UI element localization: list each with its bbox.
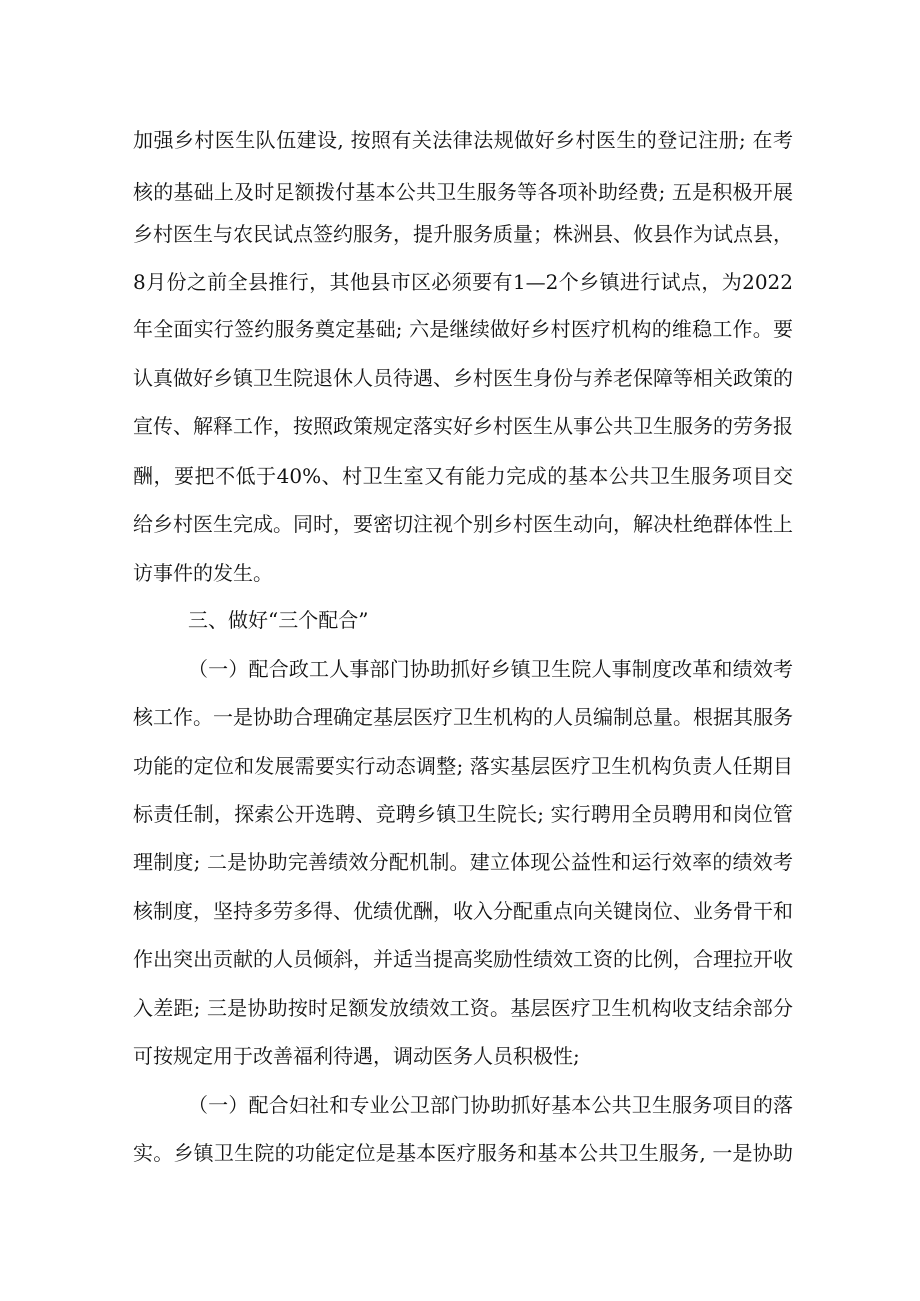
paragraph-line: 核制度，坚持多劳多得、优绩优酬，收入分配重点向关键岗位、业务骨干和 [133,899,793,923]
paragraph-first-line: （一）配合政工人事部门协助抓好乡镇卫生院人事制度改革和绩效考 [188,657,793,681]
paragraph-line: 功能的定位和发展需要实行动态调整; 落实基层医疗卫生机构负责人任期目 [133,754,793,778]
paragraph-line: 认真做好乡镇卫生院退休人员待遇、乡村医生身份与养老保障等相关政策的 [133,366,793,390]
paragraph-line: 酬，要把不低于40%、村卫生室又有能力完成的基本公共卫生服务项目交 [133,464,793,488]
section-heading: 三、做好“三个配合” [188,608,369,632]
paragraph-line: 标责任制，探索公开选聘、竞聘乡镇卫生院长; 实行聘用全员聘用和岗位管 [133,802,793,826]
paragraph-line: 8月份之前全县推行，其他县市区必须要有1—2个乡镇进行试点，为2022 [133,270,793,294]
paragraph-line: 理制度; 二是协助完善绩效分配机制。建立体现公益性和运行效率的绩效考 [133,850,793,874]
paragraph-line-last: 访事件的发生。 [133,561,273,585]
paragraph-line-last: 可按规定用于改善福利待遇，调动医务人员积极性; [133,1044,580,1068]
paragraph-line: 实。乡镇卫生院的功能定位是基本医疗服务和基本公共卫生服务, 一是协助 [133,1141,793,1165]
paragraph-line: 作出突出贡献的人员倾斜，并适当提高奖励性绩效工资的比例，合理拉开收 [133,947,793,971]
paragraph-line: 加强乡村医生队伍建设, 按照有关法律法规做好乡村医生的登记注册; 在考 [133,128,793,152]
paragraph-line: 宣传、解释工作，按照政策规定落实好乡村医生从事公共卫生服务的劳务报 [133,414,793,438]
paragraph-first-line: （一）配合妇社和专业公卫部门协助抓好基本公共卫生服务项目的落 [188,1093,793,1117]
paragraph-line: 给乡村医生完成。同时，要密切注视个别乡村医生动向，解决杜绝群体性上 [133,512,793,536]
paragraph-line: 年全面实行签约服务奠定基础; 六是继续做好乡村医疗机构的维稳工作。要 [133,317,793,341]
paragraph-line: 核的基础上及时足额拨付基本公共卫生服务等各项补助经费; 五是积极开展 [133,180,793,204]
paragraph-line: 核工作。一是协助合理确定基层医疗卫生机构的人员编制总量。根据其服务 [133,705,793,729]
paragraph-line: 乡村医生与农民试点签约服务，提升服务质量；株洲县、攸县作为试点县， [133,222,793,246]
paragraph-line: 入差距; 三是协助按时足额发放绩效工资。基层医疗卫生机构收支结余部分 [133,996,793,1020]
